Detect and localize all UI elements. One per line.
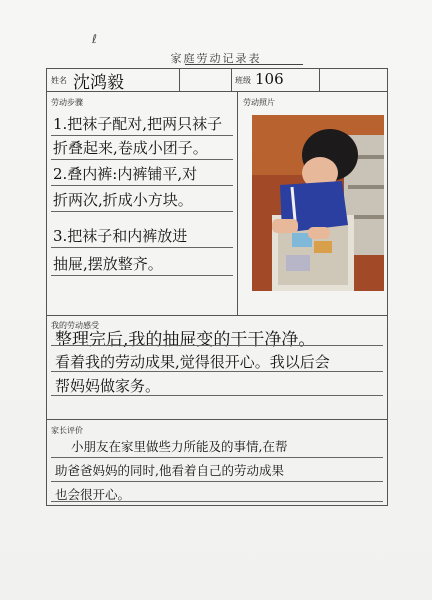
steps-label: 劳动步骤 [51, 98, 83, 107]
photo-label: 劳动照片 [243, 98, 275, 107]
name-label: 姓名 [51, 76, 67, 85]
steps-line: 折叠起来,卷成小团子。 [53, 139, 208, 157]
parent-line: 小朋友在家里做些力所能及的事情,在帮 [71, 439, 288, 454]
record-form [46, 68, 388, 506]
steps-line: 2.叠内裤:内裤铺平,对 [53, 165, 198, 183]
feeling-line: 看着我的劳动成果,觉得很开心。我以后会 [55, 353, 330, 371]
rule [51, 481, 383, 482]
rule [51, 275, 233, 276]
photo-illustration [252, 115, 384, 291]
page-title: 家庭劳动记录表 [170, 52, 262, 65]
rule [51, 371, 383, 372]
steps-line: 抽屉,摆放整齐。 [53, 255, 163, 273]
rule [51, 345, 383, 346]
steps-line: 折两次,折成小方块。 [53, 191, 193, 209]
divider [237, 91, 238, 315]
rule [51, 247, 233, 248]
rule [51, 501, 383, 502]
divider [319, 69, 320, 91]
class-value: 106 [255, 70, 284, 88]
rule [51, 457, 383, 458]
rule [51, 395, 383, 396]
row-divider [47, 315, 387, 316]
row-divider [47, 419, 387, 420]
labor-photo [252, 115, 384, 291]
feeling-label: 我的劳动感受 [51, 321, 99, 330]
rule [51, 159, 233, 160]
feeling-line: 帮妈妈做家务。 [55, 377, 161, 395]
class-label: 班级 [235, 76, 251, 85]
name-value: 沈鸿毅 [73, 73, 124, 93]
row-divider [47, 91, 387, 92]
pen-mark: ℓ [92, 32, 97, 46]
divider [179, 69, 180, 91]
steps-line: 1.把袜子配对,把两只袜子 [53, 115, 223, 133]
rule [51, 135, 233, 136]
parent-line: 助爸爸妈妈的同时,他看着自己的劳动成果 [55, 463, 284, 478]
rule [51, 185, 233, 186]
parent-label: 家长评价 [51, 426, 83, 435]
steps-line: 3.把袜子和内裤放进 [53, 227, 188, 245]
parent-line: 也会很开心。 [55, 487, 131, 502]
feeling-line: 整理完后,我的抽屉变的干干净净。 [55, 330, 316, 350]
rule [51, 211, 233, 212]
divider [231, 69, 232, 91]
title-underline [185, 64, 303, 65]
